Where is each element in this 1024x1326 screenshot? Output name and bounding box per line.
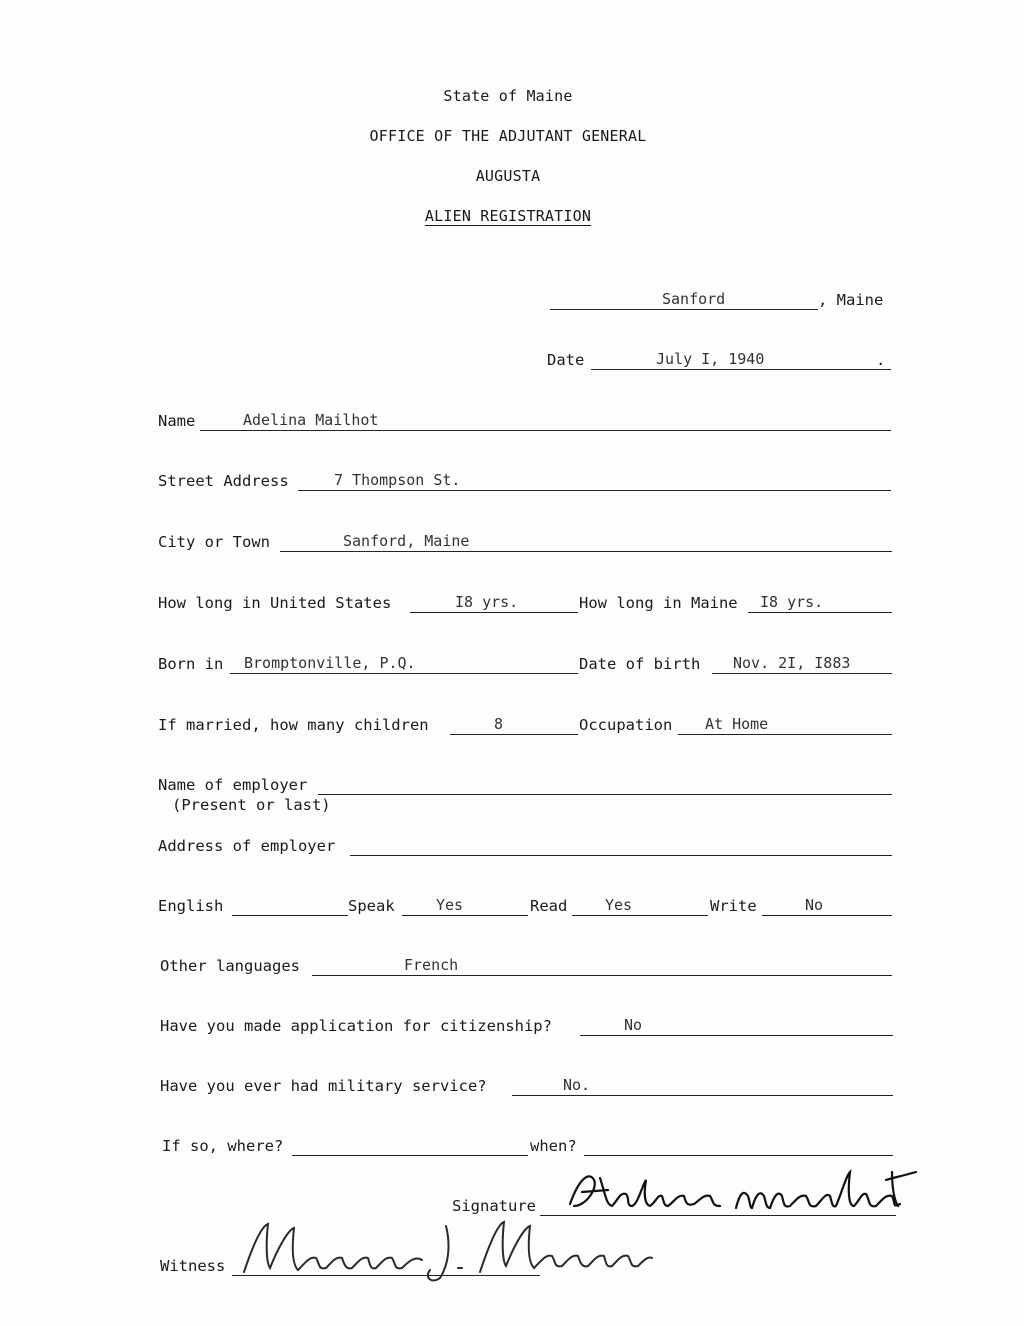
english-line — [232, 915, 348, 916]
military-line — [512, 1095, 893, 1096]
read-value[interactable]: Yes — [605, 896, 633, 914]
witness-handwriting — [236, 1212, 656, 1286]
state-heading: State of Maine — [443, 87, 573, 105]
signature-label: Signature — [452, 1196, 536, 1215]
name-label: Name — [158, 411, 196, 430]
date-row — [0, 346, 1024, 370]
born-line — [230, 673, 578, 674]
languages-row — [0, 952, 1024, 976]
form-title: ALIEN REGISTRATION — [424, 207, 592, 225]
where-line — [292, 1155, 528, 1156]
employer-address-label: Address of employer — [158, 836, 336, 855]
us-duration-value[interactable]: I8 yrs. — [455, 593, 519, 611]
speak-line — [402, 915, 528, 916]
read-line — [572, 915, 708, 916]
city-line — [280, 551, 892, 552]
maine-duration-line — [748, 612, 892, 613]
employer-address-line — [350, 855, 892, 856]
date-label: Date — [547, 350, 585, 369]
city-value[interactable]: Sanford, Maine — [343, 532, 470, 550]
where-label: If so, where? — [162, 1136, 284, 1155]
write-label: Write — [710, 896, 757, 915]
write-value[interactable]: No — [805, 896, 824, 914]
speak-label: Speak — [348, 896, 395, 915]
occupation-line — [678, 734, 892, 735]
citizenship-line — [580, 1035, 893, 1036]
citizenship-value[interactable]: No — [624, 1016, 643, 1034]
location-suffix: , Maine — [818, 290, 884, 309]
write-line — [762, 915, 892, 916]
occupation-value[interactable]: At Home — [705, 715, 769, 733]
office-heading: OFFICE OF THE ADJUTANT GENERAL — [369, 127, 647, 145]
name-row — [0, 407, 1024, 431]
languages-value[interactable]: French — [404, 956, 459, 974]
speak-value[interactable]: Yes — [436, 896, 464, 914]
city-heading: AUGUSTA — [475, 167, 541, 185]
military-row — [0, 1072, 1024, 1096]
dob-line — [712, 673, 892, 674]
read-label: Read — [530, 896, 568, 915]
date-end: . — [876, 350, 886, 369]
location-line — [550, 309, 818, 310]
witness-label: Witness — [160, 1256, 226, 1275]
name-value[interactable]: Adelina Mailhot — [243, 411, 379, 429]
location-row — [0, 286, 1024, 310]
born-label: Born in — [158, 654, 224, 673]
street-row — [0, 467, 1024, 491]
citizenship-row — [0, 1012, 1024, 1036]
witness-text: Maurice J. Maurice — [236, 1212, 247, 1213]
military-value[interactable]: No. — [563, 1076, 591, 1094]
military-label: Have you ever had military service? — [160, 1076, 487, 1095]
employer-sublabel: (Present or last) — [172, 795, 331, 814]
children-label: If married, how many children — [158, 715, 429, 734]
english-label: English — [158, 896, 224, 915]
maine-duration-value[interactable]: I8 yrs. — [760, 593, 824, 611]
children-line — [450, 734, 578, 735]
languages-label: Other languages — [160, 956, 300, 975]
date-value[interactable]: July I, 1940 — [656, 350, 765, 368]
duration-row — [0, 589, 1024, 613]
employer-address-row — [0, 832, 1024, 856]
name-line — [200, 430, 891, 431]
when-line — [584, 1155, 893, 1156]
date-line — [591, 369, 891, 370]
street-label: Street Address — [158, 471, 289, 490]
citizenship-label: Have you made application for citizenship? — [160, 1016, 552, 1035]
children-value[interactable]: 8 — [494, 715, 504, 733]
employer-label: Name of employer — [158, 775, 308, 794]
location-town[interactable]: Sanford — [662, 290, 726, 308]
street-line — [298, 490, 891, 491]
maine-duration-label: How long in Maine — [579, 593, 738, 612]
dob-value[interactable]: Nov. 2I, I883 — [733, 654, 851, 672]
birth-row — [0, 650, 1024, 674]
when-label: when? — [530, 1136, 577, 1155]
us-duration-label: How long in United States — [158, 593, 392, 612]
born-value[interactable]: Bromptonville, P.Q. — [244, 654, 416, 672]
occupation-label: Occupation — [579, 715, 673, 734]
family-row — [0, 711, 1024, 735]
street-value[interactable]: 7 Thompson St. — [334, 471, 461, 489]
city-row — [0, 528, 1024, 552]
where-row — [0, 1132, 1024, 1156]
signature-text: Adelina Mailhot — [560, 1166, 570, 1167]
english-row — [0, 892, 1024, 916]
dob-label: Date of birth — [579, 654, 701, 673]
us-duration-line — [410, 612, 578, 613]
employer-sublabel-row — [0, 791, 1024, 815]
city-label: City or Town — [158, 532, 270, 551]
languages-line — [312, 975, 892, 976]
